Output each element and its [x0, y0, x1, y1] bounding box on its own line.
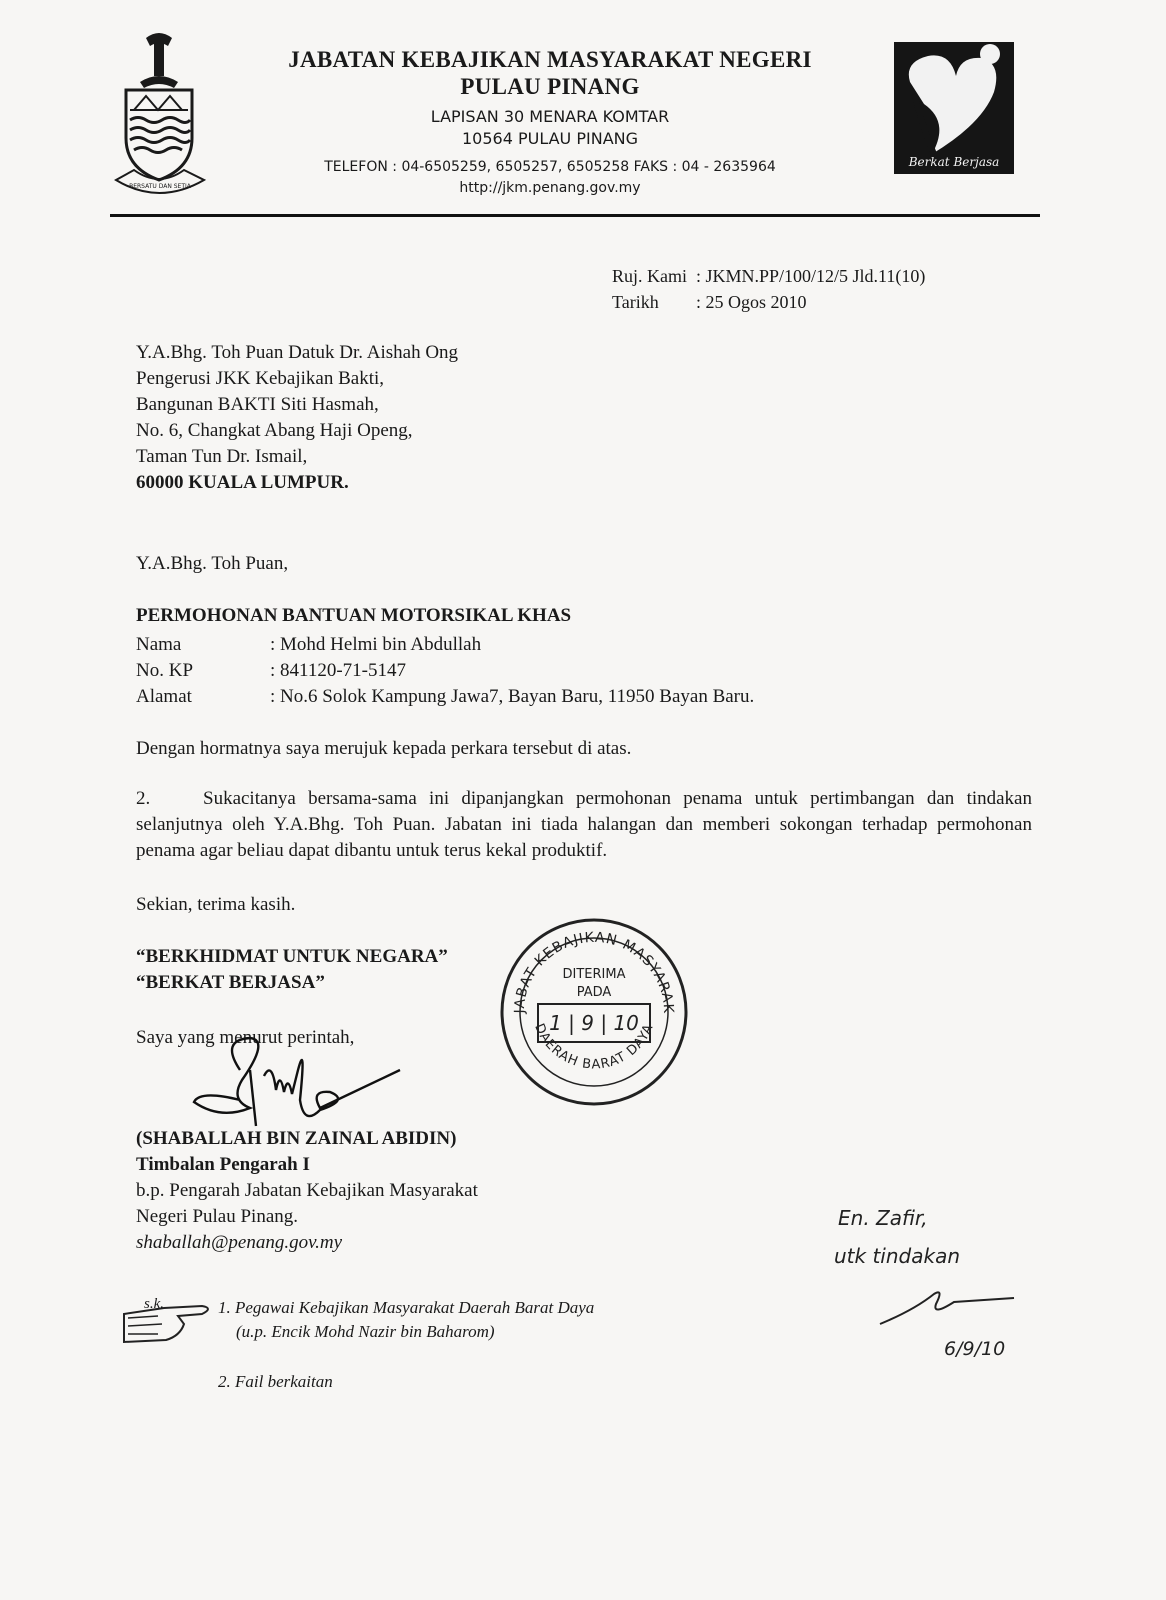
- handwritten-note: [834, 1200, 1064, 1380]
- organisation-contact: [250, 157, 850, 199]
- website-link[interactable]: http://jkm.penang.gov.my: [459, 180, 641, 196]
- pointing-hand-icon: [118, 1284, 218, 1364]
- date-value: : 25 Ogos 2010: [696, 292, 807, 312]
- salutation: Y.A.Bhg. Toh Puan,: [136, 553, 289, 574]
- reference-block: [612, 263, 925, 315]
- ref-value: : JKMN.PP/100/12/5 Jld.11(10): [696, 266, 926, 286]
- note-date: 6/9/10: [944, 1338, 1006, 1360]
- signatory-line1: b.p. Pengarah Jabatan Kebajikan Masyarakat: [136, 1180, 478, 1201]
- paragraph-number: 2.: [136, 788, 151, 809]
- address-line1: LAPISAN 30 MENARA KOMTAR: [430, 107, 670, 126]
- cc-label: s.k.: [144, 1296, 164, 1312]
- received-stamp: [494, 912, 694, 1112]
- stamp-received: DITERIMA: [562, 967, 626, 982]
- applicant-details: [136, 632, 754, 710]
- date-label: Tarikh: [612, 292, 659, 312]
- stamp-ring-text: JABAT KEBAJIKAN MASYARAK: [511, 929, 677, 1015]
- organisation-name: [240, 46, 860, 100]
- detail-row: [136, 684, 754, 710]
- recipient-line: No. 6, Changkat Abang Haji Openg,: [136, 420, 413, 441]
- signatory-email[interactable]: shaballah@penang.gov.my: [136, 1232, 343, 1253]
- cc-item-1: [218, 1296, 594, 1344]
- recipient-line: Bangunan BAKTI Siti Hasmah,: [136, 394, 379, 415]
- letter-subject: PERMOHONAN BANTUAN MOTORSIKAL KHAS: [136, 605, 572, 626]
- paragraph-2: [136, 786, 1032, 864]
- berkat-berjasa-logo: [894, 42, 1014, 174]
- header-divider: [110, 214, 1040, 217]
- state-crest: [112, 30, 208, 198]
- recipient-line: Pengerusi JKK Kebajikan Bakti,: [136, 368, 385, 389]
- detail-label: Alamat: [136, 686, 192, 707]
- recipient-address: [136, 340, 458, 496]
- organisation-name-line2: PULAU PINANG: [460, 74, 640, 99]
- recipient-line: Taman Tun Dr. Ismail,: [136, 446, 308, 467]
- motto-2: “BERKAT BERJASA”: [136, 972, 325, 993]
- stamp-bottom-text: DAERAH BARAT DAYA: [531, 1021, 657, 1073]
- recipient-line: Y.A.Bhg. Toh Puan Datuk Dr. Aishah Ong: [136, 342, 459, 363]
- note-line2: utk tindakan: [834, 1244, 960, 1268]
- mottos: [136, 944, 448, 996]
- detail-label: Nama: [136, 634, 182, 655]
- ref-label: Ruj. Kami: [612, 266, 687, 286]
- cc-item-2: 2. Fail berkaitan: [218, 1372, 333, 1391]
- contact-numbers: TELEFON : 04-6505259, 6505257, 6505258 FAKS : 04 - 2635964: [324, 159, 776, 175]
- paragraph-1: Dengan hormatnya saya merujuk kepada perkara tersebut di atas.: [136, 738, 632, 759]
- signatory-name: (SHABALLAH BIN ZAINAL ABIDIN): [136, 1128, 457, 1149]
- address-line2: 10564 PULAU PINANG: [461, 129, 638, 148]
- logo-caption: Berkat Berjasa: [908, 155, 1000, 169]
- signatory-block: [136, 1126, 478, 1256]
- signatory-title: Timbalan Pengarah I: [136, 1154, 310, 1175]
- closing-line: Sekian, terima kasih.: [136, 894, 296, 915]
- detail-row: [136, 632, 754, 658]
- signatory-line2: Negeri Pulau Pinang.: [136, 1206, 299, 1227]
- crest-motto: BERSATU DAN SETIA: [129, 183, 191, 190]
- stamp-date: 1 | 9 | 10: [549, 1011, 639, 1035]
- detail-row: [136, 658, 754, 684]
- cc-item-1-line1: 1. Pegawai Kebajikan Masyarakat Daerah Barat Daya: [218, 1298, 595, 1317]
- stamp-received-on: PADA: [576, 985, 612, 1000]
- note-line1: En. Zafir,: [838, 1206, 928, 1230]
- handwritten-signature: [180, 1030, 420, 1140]
- organisation-address: [280, 106, 820, 150]
- detail-value: : No.6 Solok Kampung Jawa7, Bayan Baru, 11950 Bayan Baru.: [270, 686, 755, 707]
- organisation-name-line1: JABATAN KEBAJIKAN MASYARAKAT NEGERI: [288, 47, 812, 72]
- detail-value: : Mohd Helmi bin Abdullah: [270, 634, 482, 655]
- paragraph-2-text: Sukacitanya bersama-sama ini dipanjangkan permohonan penama untuk pertimbangan dan tindakan selanjutnya oleh Y.A.Bhg. Toh Puan. Jabatan ini tiada halangan dan memberi sokongan terhadap permohonan penama agar beliau dapat dibantu untuk terus kekal produktif.: [136, 788, 1032, 861]
- order-line: Saya yang menurut perintah,: [136, 1027, 355, 1048]
- cc-item-1-line2: (u.p. Encik Mohd Nazir bin Baharom): [236, 1322, 495, 1341]
- motto-1: “BERKHIDMAT UNTUK NEGARA”: [136, 946, 448, 967]
- detail-label: No. KP: [136, 660, 194, 681]
- recipient-city: 60000 KUALA LUMPUR.: [136, 472, 349, 493]
- detail-value: : 841120-71-5147: [270, 660, 406, 681]
